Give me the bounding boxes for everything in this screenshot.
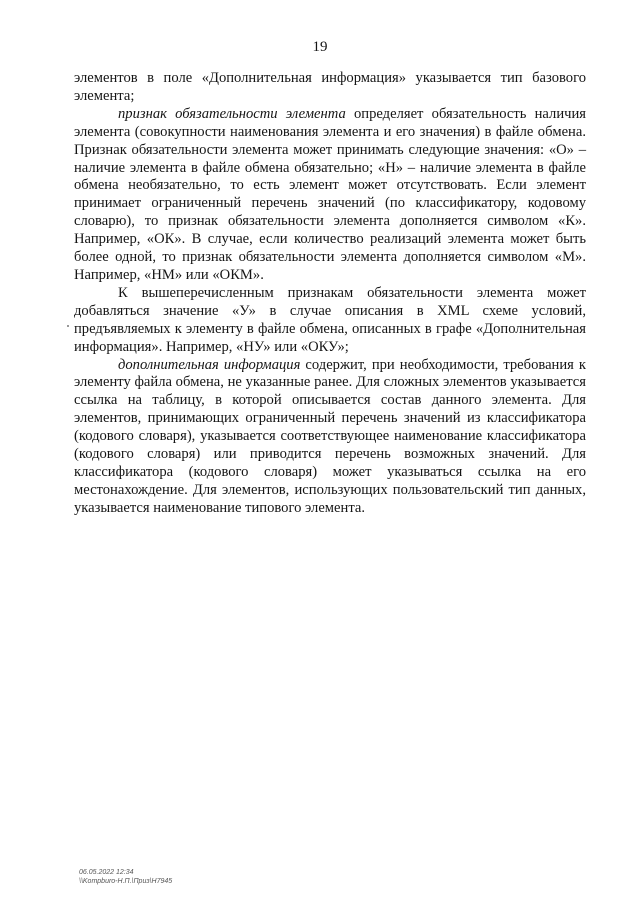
term-additional-info: дополнительная информация (118, 356, 301, 373)
term-mandatory-attribute: признак обязательности элемента (118, 105, 346, 122)
paragraph-conditional-value (74, 285, 586, 357)
paragraph-text: К вышеперечисленным признакам обязательности элемента может добавляться значение «У» в случае описания в XML схеме условий, предъявляемых к элементу в файле обмена, описанных в графе «Дополнительная информация». Например, «НУ» или «ОКУ»; (74, 284, 586, 355)
document-body (74, 70, 586, 518)
document-footer (79, 868, 172, 886)
paragraph-text: содержит, при необходимости, требования к элементу файла обмена, не указанные ранее. Для сложных элементов указывается ссылка на таблицу, в которой описывается состав данного элемента. Для элементов, принимающих ограниченный перечень значений из классификатора (кодового словаря), указывается соответствующее наименование классификатора (кодового словаря) или приводится перечень возможных значений. Для классификатора (кодового словаря) может указываться ссылка на его местонахождение. Для элементов, использующих пользовательский тип данных, указывается наименование типового элемента. (74, 356, 587, 516)
paragraph-mandatory-attribute (74, 106, 586, 285)
footer-file-path: \\Kompburo-Н.П.\Приз\Н7945 (79, 878, 173, 885)
paragraph-text: элементов в поле «Дополнительная информация» указывается тип базового элемента; (74, 70, 586, 104)
page-number: 19 (312, 39, 328, 55)
paragraph-continuation (74, 70, 586, 106)
scan-artifact (67, 325, 69, 327)
paragraph-text: определяет обязательность наличия элемента (совокупности наименования элемента и его значения) в файле обмена. Признак обязательности элемента может принимать следующие значения: «О» – наличие элемента в файле обмена обязательно; «Н» – наличие элемента в файле обмена необязательно, то есть элемент может отсутствовать. Если элемент принимает ограниченный перечень значений (по классификатору, кодовому словарю), то признак обязательности элемента дополняется символом «К». Например, «ОК». В случае, если количество реализаций элемента может быть более одной, то признак обязательности элемента дополняется символом «М». Например, «НМ» или «ОКМ». (74, 105, 586, 283)
footer-timestamp: 06.05.2022 12:34 (79, 869, 134, 876)
paragraph-additional-info (74, 357, 586, 518)
